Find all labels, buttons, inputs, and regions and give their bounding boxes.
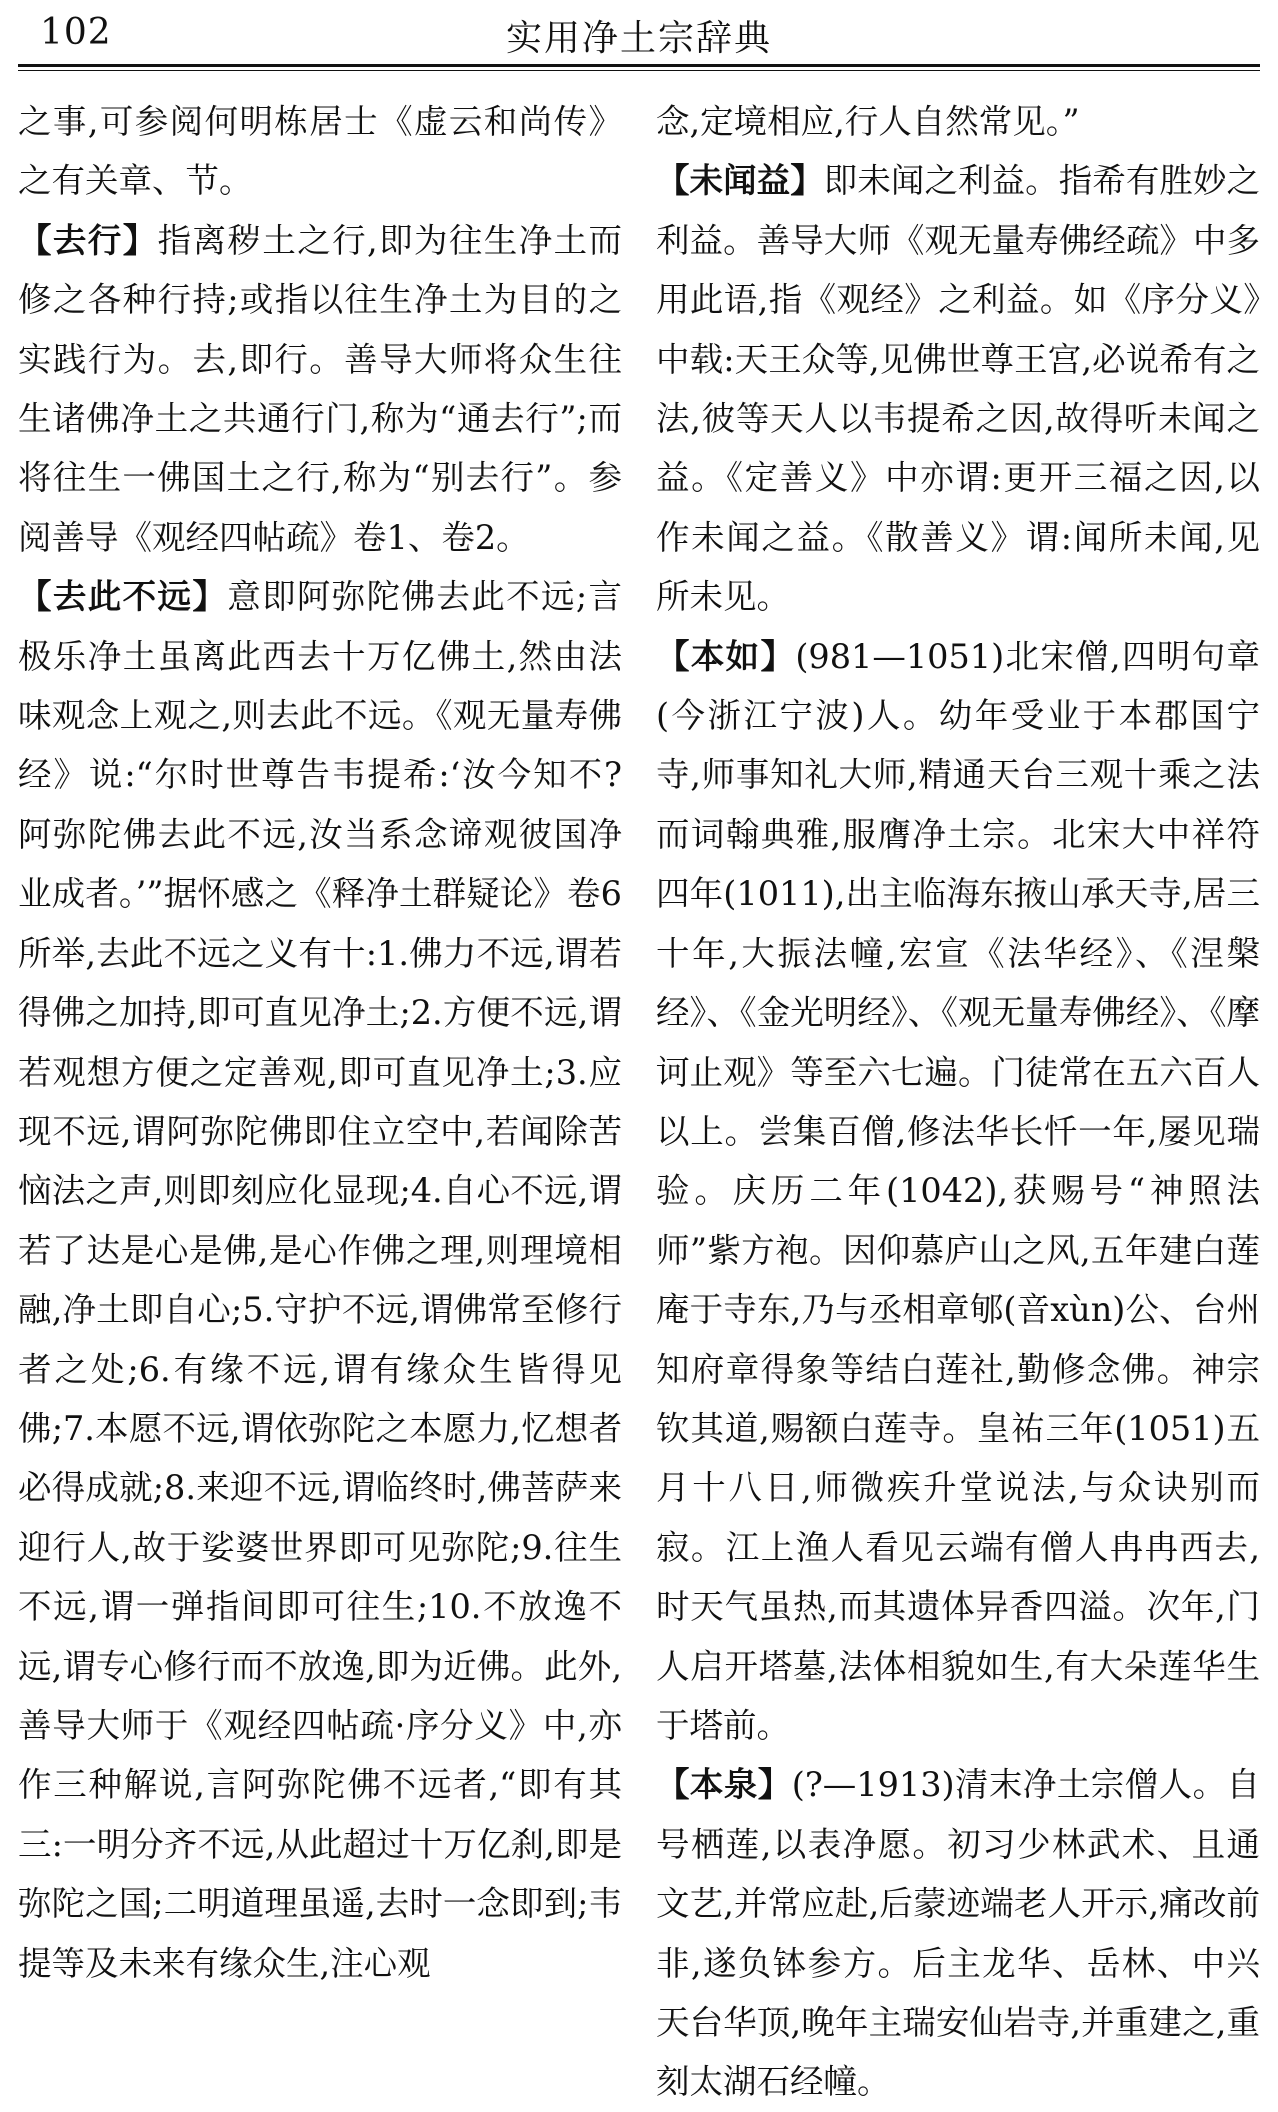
entry-headword: 【去行】 xyxy=(18,220,158,260)
entry-text: (?—1913)清末净土宗僧人。自号栖莲,以表净愿。初习少林武术、且通文艺,并常应赴,后蒙迹端老人开示,痛改前非,遂负钵参方。后主龙华、岳林、中兴天台华顶,晚年主瑞安仙岩寺,并重建之,重刻太湖石经幢。 xyxy=(656,1765,1261,2102)
running-title: 实用净土宗辞典 xyxy=(505,18,772,59)
entry-headword: 【本泉】 xyxy=(656,1765,792,1805)
entry-headword: 【去此不远】 xyxy=(18,577,228,617)
page-header xyxy=(0,0,1278,70)
dictionary-entry xyxy=(18,567,622,1993)
entry-text: 指离秽土之行,即为往生净土而修之各种行持;或指以往生净土为目的之实践行为。去,即行。善导大师将众生往生诸佛净土之共通行门,称为“通去行”;而将往生一佛国土之行,称为“别去行”。参阅善导《观经四帖疏》卷1、卷2。 xyxy=(18,220,623,557)
entry-headword: 【本如】 xyxy=(656,636,796,676)
entry-text: 即未闻之利益。指希有胜妙之利益。善导大师《观无量寿佛经疏》中多用此语,指《观经》之利益。如《序分义》中载:天王众等,见佛世尊王宫,必说希有之法,彼等天人以韦提希之因,故得听未闻之益。《定善义》中亦谓:更开三福之因,以作未闻之益。《散善义》谓:闻所未闻,见所未见。 xyxy=(656,161,1261,617)
entry-continuation xyxy=(656,92,1260,151)
dictionary-entry xyxy=(18,211,622,567)
dictionary-entry xyxy=(656,627,1260,1756)
dictionary-entry xyxy=(656,151,1260,626)
right-column xyxy=(656,92,1260,2112)
entry-text: 之事,可参阅何明栋居士《虚云和尚传》之有关章、节。 xyxy=(18,102,622,201)
left-column xyxy=(18,92,622,1993)
dictionary-entry xyxy=(656,1755,1260,2111)
entry-text: 念,定境相应,行人自然常见。” xyxy=(656,102,1080,141)
entry-text: 意即阿弥陀佛去此不远;言极乐净土虽离此西去十万亿佛土,然由法味观念上观之,则去此不远。《观无量寿佛经》说:“尔时世尊告韦提希:‘汝今知不?阿弥陀佛去此不远,汝当系念谛观彼国净业成者。’”据怀感之《释净土群疑论》卷6所举,去此不远之义有十:1.佛力不远,谓若得佛之加持,即可直见净土;2.方便不远,谓若观想方便之定善观,即可直见净土;3.应现不远,谓阿弥陀佛即住立空中,若闻除苦恼法之声,则即刻应化显现;4.自心不远,谓若了达是心是佛,是心作佛之理,则理境相融,净土即自心;5.守护不远,谓佛常至修行者之处;6.有缘不远,谓有缘众生皆得见佛;7.本愿不远,谓依弥陀之本愿力,忆想者必得成就;8.来迎不远,谓临终时,佛菩萨来迎行人,故于娑婆世界即可见弥陀;9.往生不远,谓一弹指间即可往生;10.不放逸不远,谓专心修行而不放逸,即为近佛。此外,善导大师于《观经四帖疏·序分义》中,亦作三种解说,言阿弥陀佛不远者,“即有其三:一明分齐不远,从此超过十万亿刹,即是弥陀之国;二明道理虽遥,去时一念即到;韦提等及未来有缘众生,注心观 xyxy=(18,577,623,1983)
header-rule-thick xyxy=(18,64,1260,67)
page-number: 102 xyxy=(40,12,112,53)
header-rule-thin xyxy=(18,70,1260,71)
entry-continuation xyxy=(18,92,622,211)
entry-text: (981—1051)北宋僧,四明句章(今浙江宁波)人。幼年受业于本郡国宁寺,师事知礼大师,精通天台三观十乘之法而词翰典雅,服膺净土宗。北宋大中祥符四年(1011),出主临海东掖山承天寺,居三十年,大振法幢,宏宣《法华经》、《涅槃经》、《金光明经》、《观无量寿佛经》、《摩诃止观》等至六七遍。门徒常在五六百人以上。尝集百僧,修法华长忏一年,屡见瑞验。庆历二年(1042),获赐号“神照法师”紫方袍。因仰慕庐山之风,五年建白莲庵于寺东,乃与丞相章郇(音xùn)公、台州知府章得象等结白莲社,勤修念佛。神宗钦其道,赐额白莲寺。皇祐三年(1051)五月十八日,师微疾升堂说法,与众诀别而寂。江上渔人看见云端有僧人冉冉西去,时天气虽热,而其遗体异香四溢。次年,门人启开塔墓,法体相貌如生,有大朵莲华生于塔前。 xyxy=(656,636,1261,1745)
entry-headword: 【未闻益】 xyxy=(656,161,824,201)
